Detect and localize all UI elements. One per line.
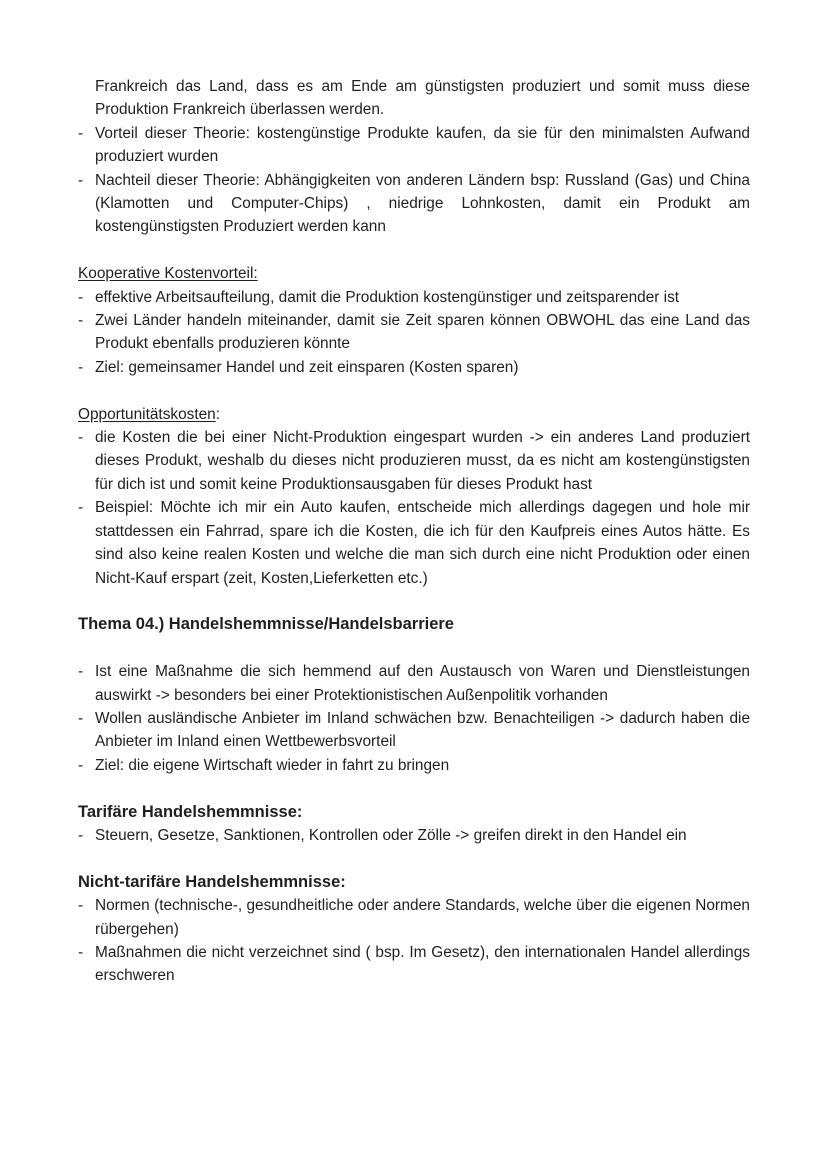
heading-text: Opportunitätskosten: [78, 405, 216, 423]
list-item: - die Kosten die bei einer Nicht-Produktion eingespart wurden -> ein anderes Land produziert dieses Produkt, weshalb du dieses nicht produzieren musst, da es nicht am kostengünstigsten für dich ist und somit keine Produktionsausgaben für dieses Produkt hast: [78, 426, 750, 496]
spacer: [78, 637, 750, 660]
intro-list: [78, 122, 750, 239]
section-heading-opportunitaet: [78, 403, 750, 426]
list-item: - Ziel: gemeinsamer Handel und zeit einsparen (Kosten sparen): [78, 356, 750, 379]
list-item: - Beispiel: Möchte ich mir ein Auto kaufen, entscheide mich allerdings dagegen und hole mir stattdessen ein Fahrrad, spare ich die Kosten, die ich für den Kaufpreis eines Autos hätte. Es sind also keine realen Kosten und welche die man sich durch eine nicht Produktion oder einen Nicht-Kauf erspart (zeit, Kosten,Lieferketten etc.): [78, 496, 750, 590]
tarifaer-list: [78, 824, 750, 847]
kooperativ-list: [78, 286, 750, 380]
section-title-thema: Thema 04.) Handelshemmnisse/Handelsbarriere: [78, 615, 454, 634]
list-item: - Maßnahmen die nicht verzeichnet sind ( bsp. Im Gesetz), den internationalen Handel allerdings erschweren: [78, 941, 750, 988]
section-heading-kooperativ: [78, 262, 750, 285]
nicht-tarifaer-list: [78, 894, 750, 988]
list-item: - Steuern, Gesetze, Sanktionen, Kontrollen oder Zölle -> greifen direkt in den Handel ein: [78, 824, 750, 847]
thema-list: [78, 660, 750, 777]
heading-text: Kooperative Kostenvorteil:: [78, 265, 258, 283]
section-heading-tarifaer: Tarifäre Handelshemmnisse:: [78, 802, 303, 821]
heading-suffix: :: [215, 405, 221, 423]
document-page: [78, 75, 750, 988]
list-item: - Ziel: die eigene Wirtschaft wieder in fahrt zu bringen: [78, 754, 750, 777]
opportunitaet-list: [78, 426, 750, 590]
list-item: - Wollen ausländische Anbieter im Inland schwächen bzw. Benachteiligen -> dadurch haben die Anbieter im Inland einen Wettbewerbsvorteil: [78, 707, 750, 754]
list-item: - Vorteil dieser Theorie: kostengünstige Produkte kaufen, da sie für den minimalsten Aufwand produziert wurden: [78, 122, 750, 169]
section-heading-nicht-tarifaer: Nicht-tarifäre Handelshemmnisse:: [78, 872, 346, 891]
list-item: - Zwei Länder handeln miteinander, damit sie Zeit sparen können OBWOHL das eine Land das Produkt ebenfalls produzieren könnte: [78, 309, 750, 356]
list-item: - Normen (technische-, gesundheitliche oder andere Standards, welche über die eigenen Normen rübergehen): [78, 894, 750, 941]
paragraph-continuation: Frankreich das Land, dass es am Ende am günstigsten produziert und somit muss diese Produktion Frankreich überlassen werden.: [95, 78, 750, 119]
list-item: - effektive Arbeitsaufteilung, damit die Produktion kostengünstiger und zeitsparender ist: [78, 286, 750, 309]
list-item: - Nachteil dieser Theorie: Abhängigkeiten von anderen Ländern bsp: Russland (Gas) und China (Klamotten und Computer-Chips) , niedrige Lohnkosten, damit ein Produkt am kostengünstigsten Produziert werden kann: [78, 169, 750, 239]
list-item: - Ist eine Maßnahme die sich hemmend auf den Austausch von Waren und Dienstleistungen auswirkt -> besonders bei einer Protektionistischen Außenpolitik vorhanden: [78, 660, 750, 707]
